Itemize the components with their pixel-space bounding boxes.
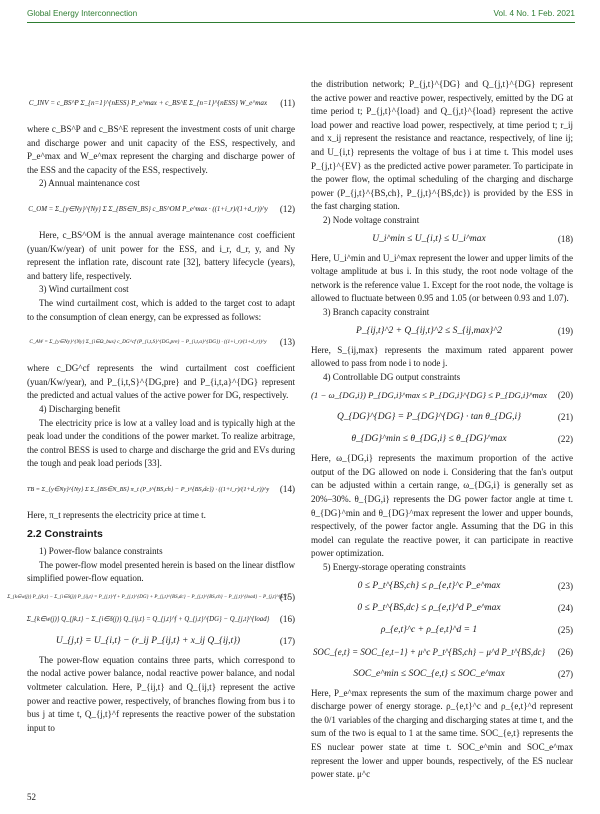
equation-14-number: (14)	[279, 484, 295, 495]
equation-11-number: (11)	[280, 98, 295, 109]
equation-12-math: C_OM = Σ_{y∈Ny}^{Ny} Σ Σ_{BS∈N_BS} c_BS^OM P_e^max · ((1+i_r)/(1+d_r))^y	[28, 206, 268, 214]
paragraph-voltage-limits: Here, U_i^min and U_i^max represent the lower and upper limits of the voltage amplitude at bus i. In this study, the root node voltage of the network is the reference value 1. Except for the root node, the voltage is allowed to fluctuate between 0.95 and 1.05 (or between 0.93 and 1.07).	[311, 252, 573, 304]
subheading-discharging-benefit: 4) Discharging benefit	[39, 403, 121, 414]
equation-19-number: (19)	[557, 325, 573, 336]
equation-22	[311, 430, 573, 450]
equation-19-math: P_{ij,t}^2 + Q_{ij,t}^2 ≤ S_{ij,max}^2	[356, 325, 502, 336]
equation-27-math: SOC_e^min ≤ SOC_{e,t} ≤ SOC_e^max	[353, 668, 505, 679]
header-rule	[27, 22, 575, 23]
equation-11	[27, 87, 295, 121]
equation-16-math: Σ_{k∈w(j)} Q_{jk,t} − Σ_{i∈δ(j)} Q_{ij,t} = Q_{j,t}^f + Q_{j,t}^{DG} − Q_{j,t}^{load}	[26, 616, 270, 624]
equation-27-number: (27)	[557, 668, 573, 679]
paragraph-maintenance: Here, c_BS^OM is the annual average maintenance cost coefficient (yuan/Kw/year) of unit power for the ESS, and i_r, d_r, y, and Ny represent the inflation rate, discount rate [32], battery lifecycle (years), and battery life, respectively.	[27, 229, 295, 281]
equation-13	[27, 326, 295, 360]
equation-14	[27, 473, 295, 507]
equation-20-number: (20)	[557, 390, 573, 401]
equation-27	[311, 665, 573, 685]
equation-23-number: (23)	[557, 580, 573, 591]
equation-19	[311, 322, 573, 342]
equation-16	[27, 610, 295, 630]
subheading-maintenance-cost: 2) Annual maintenance cost	[39, 178, 140, 189]
equation-18-math: U_i^min ≤ U_{i,t} ≤ U_i^max	[372, 233, 486, 244]
equation-20	[311, 386, 573, 406]
paragraph-curtailment-coefficient: where c_DG^cf represents the wind curtailment cost coefficient (yuan/Kw/year), and P_{i,t,S}^{DG,pre} and P_{i,t,a}^{DG} represent the predicted and actual values of the active power for DG, respectively.	[27, 363, 295, 401]
paragraph-energy-storage: Here, P_e^max represents the sum of the maximum charge power and discharge power of energy storage. ρ_{e,t}^c and ρ_{e,t}^d represent the 0/1 variables of the charging and discharging states at time t, and the sum of the two is equal to 1 at the same time. SOC_{e,t} represents the ES nuclear power state at time t. SOC_e^min and SOC_e^max represent the lower and upper bounds, respectively, of the ES nuclear power state. μ^c	[311, 687, 573, 780]
equation-26	[311, 643, 573, 663]
running-header	[27, 9, 575, 25]
equation-24-math: 0 ≤ P_t^{BS,dc} ≤ ρ_{e,t}^d P_e^max	[357, 602, 501, 613]
paragraph-dg-proportion: Here, ω_{DG,i} represents the maximum proportion of the active output of the DG allowed on node i. Considering that the fan's output can be adjusted within a certain range, ω_{DG,i} is generally set as 20%–30%. θ_{DG,i} represents the DG power factor angle at time t. θ_{DG}^min and θ_{DG}^max represent the lower and upper bounds, respectively, of the power factor angle. Assuming that the DG in this model can regulate the reactive power, it can participate in reactive power optimization.	[311, 453, 573, 559]
equation-25	[311, 621, 573, 641]
equation-17	[27, 632, 295, 652]
volume-info: Vol. 4 No. 1 Feb. 2021	[493, 9, 575, 18]
equation-17-number: (17)	[279, 636, 295, 647]
paragraph-investment-costs: where c_BS^P and c_BS^E represent the investment costs of unit charge and discharge power and unit capacity of the ESS, respectively, and P_e^max and W_e^max represent the charging and discharge power of the ESS and the capacity of the ESS, respectively.	[27, 124, 295, 175]
equation-25-math: ρ_{e,t}^c + ρ_{e,t}^d = 1	[380, 624, 478, 635]
equation-22-number: (22)	[557, 434, 573, 445]
equation-15	[7, 588, 295, 608]
equation-17-math: U_{j,t} = U_{i,t} − (r_ij P_{ij,t} + x_ij Q_{ij,t})	[55, 636, 241, 647]
subheading-wind-curtailment: 3) Wind curtailment cost	[39, 284, 129, 295]
equation-24-number: (24)	[557, 602, 573, 613]
equation-13-math: C_AW = Σ_{y∈Ny}^{Ny} Σ_{i∈Ω_bus} c_DG^cf (P_{i,t,S}^{DG,pre} − P_{i,t,a}^{DG}) · ((1+i_r)/(1+d_r))^y	[29, 339, 267, 346]
left-column	[7, 85, 295, 735]
subheading-node-voltage: 2) Node voltage constraint	[323, 214, 420, 225]
equation-12	[27, 193, 295, 227]
right-column	[311, 78, 573, 782]
subheading-branch-capacity: 3) Branch capacity constraint	[323, 306, 430, 317]
equation-12-number: (12)	[279, 204, 295, 215]
equation-18	[311, 230, 573, 250]
equation-18-number: (18)	[557, 233, 573, 244]
subheading-energy-storage: 5) Energy-storage operating constraints	[323, 562, 466, 573]
equation-23-math: 0 ≤ P_t^{BS,ch} ≤ ρ_{e,t}^c P_e^max	[357, 580, 501, 591]
equation-26-math: SOC_{e,t} = SOC_{e,t−1} + μ^c P_t^{BS,ch} − μ^d P_t^{BS,dc}	[312, 646, 545, 657]
equation-20-math: (1 − ω_{DG,i}) P_{DG,i}^max ≤ P_{DG,i}^{DG} ≤ P_{DG,i}^max	[311, 390, 547, 401]
equation-13-number: (13)	[279, 337, 295, 348]
paragraph-power-flow-explanation: The power-flow equation contains three parts, which correspond to the nodal active power balance, nodal reactive power balance, and nodal voltmeter calculation. Here, P_{ij,t} and Q_{ij,t} represent the active power and reactive power, respectively, of branches flowing from bus i to bus j at time t, Q_{j,t}^f represents the reactive power of the substation input to	[27, 654, 295, 733]
equation-23	[311, 577, 573, 597]
equation-11-math: C_INV = c_BS^P Σ_{n=1}^{nESS} P_e^max + c_BS^E Σ_{n=1}^{nESS} W_e^max	[28, 99, 268, 108]
equation-24	[311, 599, 573, 619]
page-number: 52	[27, 792, 36, 802]
journal-name: Global Energy Interconnection	[27, 9, 138, 18]
paragraph-electricity-price: The electricity price is low at a valley load and is typically high at the peak load under the conditions of the power market. To realize arbitrage, the control BESS is used to charge and discharge the grid and EVs during the tough and peak load periods [33].	[27, 417, 295, 469]
paragraph-distribution-network: the distribution network; P_{j,t}^{DG} and Q_{j,t}^{DG} represent the active power and reactive power, respectively, emitted by the DG at time period t; P_{j,t}^{load} and Q_{j,t}^{load} represent the active load power and reactive load power, respectively, at time period t; r_ij and x_ij represent the resistance and reactance, respectively, of line ij; and U_{i,t} represents the voltage of bus i at time t. This model uses P_{j,t}^{EV} as the predicted active power parameter. To participate in the power flow, the optimal scheduling of the charging and discharge power (P_{j,t}^{BS,ch}, P_{j,t}^{BS,dc}) is provided by the ESS in the fast charging station.	[311, 79, 573, 212]
equation-25-number: (25)	[557, 624, 573, 635]
paragraph-price-symbol: Here, π_t represents the electricity price at time t.	[27, 509, 206, 520]
equation-26-number: (26)	[557, 646, 573, 657]
section-heading-constraints: 2.2 Constraints	[27, 528, 103, 541]
paragraph-apparent-power: Here, S_{ij,max} represents the maximum rated apparent power allowed to pass from node i to node j.	[311, 344, 573, 369]
equation-21-math: Q_{DG}^{DG} = P_{DG}^{DG} · tan θ_{DG,i}	[336, 412, 521, 423]
equation-15-math: Σ_{k∈w(j)} P_{jk,t} − Σ_{i∈δ(j)} P_{ij,t} = P_{j,t}^f + P_{j,t}^{DG} + P_{j,t}^{BS,dc} − P_{j,t}^{BS,ch} − P_{j,t}^{load} − P_{j,t}^{EV}	[7, 595, 289, 601]
equation-15-number: (15)	[279, 592, 295, 603]
subheading-power-flow: 1) Power-flow balance constraints	[39, 546, 163, 557]
equation-21-number: (21)	[557, 412, 573, 423]
paragraph-power-flow-model: The power-flow model presented herein is based on the linear distflow simplified power-flow equation.	[27, 559, 295, 584]
equation-14-math: TB = Σ_{y∈Ny}^{Ny} Σ Σ_{BS∈N_BS} π_t (P_t^{BS,ch} − P_t^{BS,dc}) · ((1+i_r)/(1+d_r))^y	[26, 486, 270, 494]
paragraph-wind-curtailment: The wind curtailment cost, which is added to the target cost to adapt to the consumption of clean energy, can be expressed as follows:	[27, 297, 295, 322]
equation-22-math: θ_{DG}^min ≤ θ_{DG,i} ≤ θ_{DG}^max	[351, 434, 507, 445]
subheading-dg-output: 4) Controllable DG output constraints	[323, 371, 461, 382]
equation-21	[311, 408, 573, 428]
equation-16-number: (16)	[279, 614, 295, 625]
